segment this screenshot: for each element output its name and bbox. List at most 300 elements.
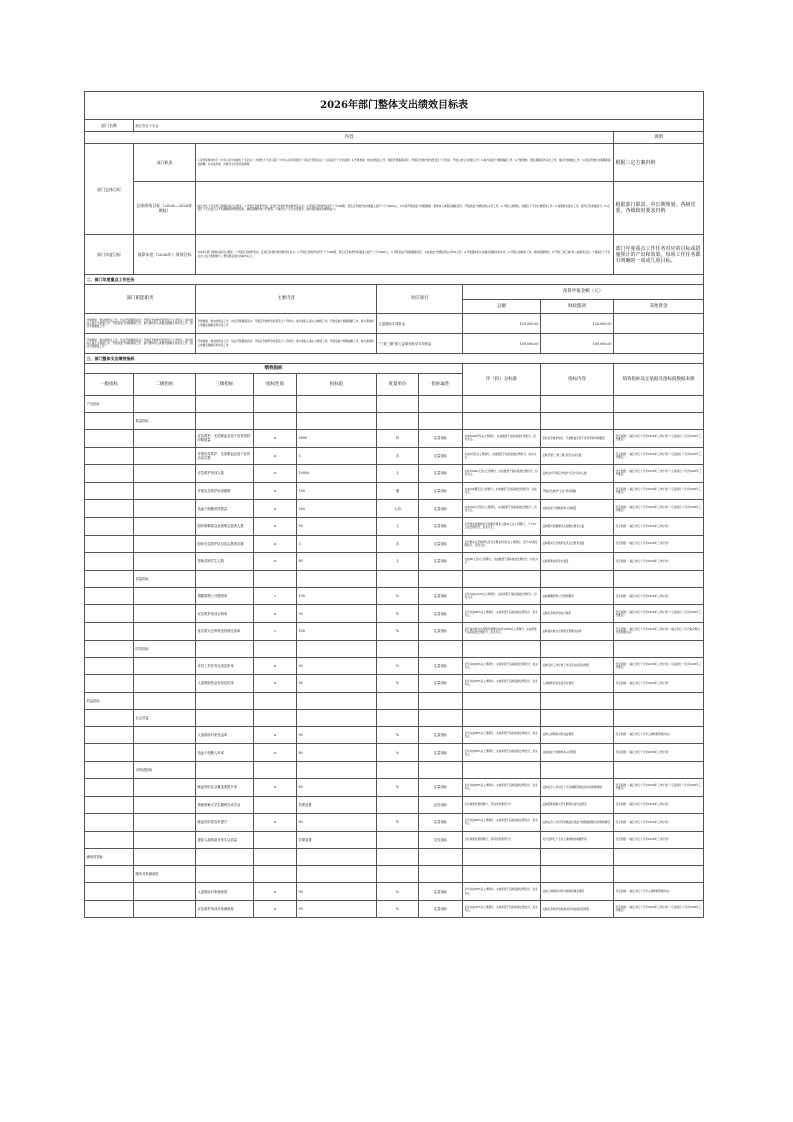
- explain-header: 说明: [614, 132, 704, 144]
- indicator-level2: 可持续影响: [134, 761, 196, 778]
- indicator-unit: 人: [377, 517, 419, 535]
- indicator-row: [85, 396, 704, 413]
- indicator-level3: 人道救助对象满意度: [196, 883, 254, 901]
- indicator-row: [85, 849, 704, 866]
- indicator-value: [297, 761, 377, 778]
- indicator-score: 完成5次及以上得满分，完成数低于指标值按比例扣分，扣完为止。: [463, 447, 541, 465]
- indicator-attr: [419, 709, 463, 726]
- indicator-score: [463, 640, 541, 657]
- indicator-level2: 质量指标: [134, 570, 196, 587]
- indicator-score: 全年完成90%以上得满分，完成率低于指标值按比例扣分，扣完为止。: [463, 605, 541, 623]
- indicator-basis: 设定依据：《丽江市红十字会2026年工作计划》: [614, 796, 704, 814]
- indicator-row: [85, 482, 704, 500]
- mid-target-text: 丽江市红十字会部门绩效目标设立情况：1.开展应急救护培训，发放应急救护培训教材及证书；2.开展应急救护培训不少于200期，普及应急救护知识覆盖人数不少于10000人；3.持续开展造血干细胞捐献、遗体和人体器官捐献宣传，开展造血干细胞采集入库工作；4.开展人道救助，加强红十字会志愿服务工作；5.加强救灾备灾工作，提升应急救援能力；6.完善红十字会信息公开和捐赠款物管理使用，确保捐赠款物公开透明；7.做好红十字会自身建设，提升组织效能和履职能力。: [196, 182, 614, 235]
- indicator-unit: %: [377, 622, 419, 640]
- indicator-value: [297, 640, 377, 657]
- indicator-value: 100: [297, 587, 377, 605]
- indicator-score: [463, 866, 541, 883]
- dept-duty-text: 1.宣传和贯彻执行《中华人民共和国红十字会法》《中国红十字会章程》《中华人民共和国红十字标志使用办法》《云南省红十字会条例》2.开展救援、救灾的相关工作，组织开展募捐活动；开展应急救护培训普及红十字知识；开展人道主义救助工作；3.参与造血干细胞捐献工作；4.开展遗体、器官捐献宣传动员工作；推动无偿献血工作；5.依法开展社会募捐和接受捐赠；6.完成市委、市政府交办的其他事项: [196, 144, 614, 182]
- indicator-level2: [134, 500, 196, 518]
- indicator-unit: [377, 692, 419, 709]
- indicator-unit: 人: [377, 553, 419, 571]
- indicator-score: [463, 761, 541, 778]
- dept-name-value: 丽江市红十字会: [134, 120, 704, 132]
- indicator-level3: 献血知识社会覆盖面提升率: [196, 778, 254, 796]
- indicator-unit: %: [377, 657, 419, 675]
- indicator-value: 200: [297, 500, 377, 518]
- indicator-attr: 定量指标: [419, 430, 463, 448]
- indicator-content: 宣传应急救护知识、无偿献血及造干宣传资料印制数量: [541, 430, 614, 448]
- indicator-attr: 定量指标: [419, 553, 463, 571]
- indicator-basis: 设定依据：《丽江市红十字会2026年工作计划》: [614, 814, 704, 832]
- indicator-content: 反映造血干细胞样本入库情况: [541, 744, 614, 762]
- indicator-level2: [134, 744, 196, 762]
- indicator-level1: [85, 726, 134, 744]
- indicator-attr: 定量指标: [419, 500, 463, 518]
- indicator-basis: 设定依据：《丽江市红十字会2026年工作计划》《云南省红十字会2026年工作要点》: [614, 778, 704, 796]
- indicator-basis: 设定依据：《丽江市红十字会2026年工作计划》《云南省红十字会2026年工作要点》: [614, 500, 704, 518]
- indicator-row: [85, 883, 704, 901]
- indicator-content: [541, 396, 614, 413]
- indicator-attr: 定量指标: [419, 814, 463, 832]
- col-level2: 二级指标: [134, 374, 196, 396]
- indicator-attr: 定量指标: [419, 465, 463, 483]
- indicator-basis: [614, 866, 704, 883]
- indicator-level1: [85, 675, 134, 693]
- indicator-basis: 设定依据：《丽江市红十字会2026年工作计划》《云南省红十字会2026年工作要点》: [614, 605, 704, 623]
- indicator-level3: 造血干细胞入库率: [196, 744, 254, 762]
- indicator-content: 反映应急救护培训参训学员的满意度情况: [541, 900, 614, 918]
- indicator-unit: 份: [377, 430, 419, 448]
- mid-target-label: 总体绩效目标（2026—2028年期间）: [134, 182, 196, 235]
- indicator-row: [85, 900, 704, 918]
- indicator-nature: [254, 761, 297, 778]
- indicator-basis: [614, 413, 704, 430]
- indicator-level1: [85, 778, 134, 796]
- indicator-score: 全年完成80%以上得满分，完成率低于指标值按比例扣分，扣完为止。: [463, 814, 541, 832]
- indicator-attr: 定量指标: [419, 605, 463, 623]
- indicator-score: [463, 413, 541, 430]
- indicator-level3: [196, 692, 254, 709]
- indicator-basis: 设定依据：《丽江市红十字会2026年工作计划》: [614, 553, 704, 571]
- indicator-attr: [419, 692, 463, 709]
- indicator-unit: 次: [377, 447, 419, 465]
- task-row: [85, 334, 704, 354]
- indicator-nature: ≥: [254, 482, 297, 500]
- indicator-attr: 定量指标: [419, 900, 463, 918]
- section3-title: 三、部门整体支出绩效指标: [85, 354, 704, 364]
- indicator-attr: [419, 640, 463, 657]
- indicator-row: [85, 831, 704, 849]
- indicator-unit: 人份: [377, 500, 419, 518]
- indicator-attr: [419, 761, 463, 778]
- indicator-content: [541, 640, 614, 657]
- indicator-level1: [85, 570, 134, 587]
- indicator-level3: 应急救护培训对象满意度: [196, 900, 254, 918]
- indicator-level1: [85, 465, 134, 483]
- indicator-basis: 设定依据：《丽江市红十字会人道救助管理办法》: [614, 883, 704, 901]
- col-budget-other: 其他资金: [614, 300, 704, 314]
- indicator-level1: [85, 447, 134, 465]
- indicator-row: [85, 500, 704, 518]
- indicator-level2: [134, 535, 196, 553]
- task-duty: 开展救援、救灾的相关工作，依法开展募捐活动；开展应急救护培训普及红十字知识；参与国际人道主义救援工作；开展造血干细胞捐献工作，参与遗体和人体器官捐献宣传动员工作；推动无偿献血工作: [85, 314, 196, 334]
- indicator-level3: 应急救护培训人数: [196, 465, 254, 483]
- col-attr: 指标属性: [419, 374, 463, 396]
- indicator-content: 反映年初工作计划工作任务完成及时情况: [541, 657, 614, 675]
- indicator-content: 充分发挥红十字会人道救助的重要作用: [541, 831, 614, 849]
- indicator-content: 反映全市开展应急救护“五进”培训人数: [541, 465, 614, 483]
- indicator-content: 人道救助资金发放及时情况: [541, 675, 614, 693]
- indicator-attr: 定性指标: [419, 831, 463, 849]
- indicator-level1: [85, 883, 134, 901]
- indicator-row: [85, 866, 704, 883]
- indicator-nature: [254, 413, 297, 430]
- indicator-basis: 设定依据：《丽江市红十字会2026年工作计划》: [614, 517, 704, 535]
- indicator-content: [541, 692, 614, 709]
- task-row: [85, 314, 704, 334]
- indicator-level3: 提高人道救助对象生活质量: [196, 831, 254, 849]
- indicator-row: [85, 744, 704, 762]
- indicator-level3: 人道救助对象受益率: [196, 726, 254, 744]
- indicator-unit: [377, 796, 419, 814]
- indicator-value: [297, 396, 377, 413]
- indicator-unit: [377, 709, 419, 726]
- indicator-unit: %: [377, 726, 419, 744]
- indicator-content: [541, 413, 614, 430]
- indicator-value: 效果显著: [297, 796, 377, 814]
- indicator-score: 全年慰问应急救护队员及志愿者3次及以上得满分，低于3次按比例扣分，扣完为止。: [463, 535, 541, 553]
- indicator-content: 反映应急救护培训合格率: [541, 605, 614, 623]
- indicator-attr: 定量指标: [419, 778, 463, 796]
- indicator-content: 反映人道救助对象受益情况: [541, 726, 614, 744]
- indicator-unit: [377, 831, 419, 849]
- task-project: 人道救助专项资金: [377, 314, 463, 334]
- indicator-score: 全年完成95%以上得满分，完成率低于指标值按比例扣分，扣完为止。: [463, 675, 541, 693]
- indicator-attr: [419, 849, 463, 866]
- indicator-content: 反映捐赠款物公开透明情况: [541, 587, 614, 605]
- task-content: 开展救援、救灾的相关工作，依法开展募捐活动；开展应急救护培训普及红十字知识；参与国际人道主义救援工作；开展造血干细胞捐献工作，参与遗体和人体器官捐献宣传动员工作: [196, 314, 377, 334]
- indicator-attr: [419, 570, 463, 587]
- indicator-row: [85, 640, 704, 657]
- indicator-unit: [377, 396, 419, 413]
- indicator-level2: [134, 692, 196, 709]
- indicator-unit: %: [377, 814, 419, 832]
- indicator-nature: ≥: [254, 500, 297, 518]
- indicator-basis: [614, 709, 704, 726]
- performance-table: [84, 91, 704, 918]
- indicator-level2: [134, 726, 196, 744]
- indicator-level1: [85, 831, 134, 849]
- indicator-attr: 定量指标: [419, 675, 463, 693]
- indicator-unit: 人: [377, 465, 419, 483]
- indicator-content: [541, 709, 614, 726]
- indicator-level2: [134, 831, 196, 849]
- indicator-unit: [377, 761, 419, 778]
- indicator-row: [85, 517, 704, 535]
- indicator-basis: 设定依据：《丽江市红十字会2026年工作计划》《云南省红十字会2026年工作要点》: [614, 465, 704, 483]
- year-target-sub: 预算年度（2026年）绩效目标: [134, 235, 196, 275]
- indicator-nature: ≥: [254, 535, 297, 553]
- indicator-level3: 献血知识普及率提升: [196, 814, 254, 832]
- col-project: 对应项目: [377, 285, 463, 314]
- indicator-level1: [85, 744, 134, 762]
- col-budget-fiscal: 财政拨款: [541, 300, 614, 314]
- indicator-value: 95: [297, 657, 377, 675]
- indicator-score: 全年完成85%以上得满分，完成率低于指标值按比例扣分，扣完为止。: [463, 778, 541, 796]
- indicator-score: 全年完成80%以上得满分，完成率低于指标值按比例扣分，扣完为止。: [463, 744, 541, 762]
- indicator-level3: 开展应急救护、无偿献血及造干宣传活动次数: [196, 447, 254, 465]
- indicator-level1: [85, 761, 134, 778]
- indicator-level2: 时效指标: [134, 640, 196, 657]
- indicator-attr: 定量指标: [419, 622, 463, 640]
- indicator-level1: [85, 430, 134, 448]
- indicator-level2: [134, 553, 196, 571]
- indicator-attr: 定量指标: [419, 447, 463, 465]
- indicator-nature: ≥: [254, 447, 297, 465]
- content-header: 内容: [85, 132, 614, 144]
- indicator-basis: 设定依据：《丽江市红十字会2026年工作计划》《云南省红十字会2026年工作要点》: [614, 430, 704, 448]
- indicator-level1: [85, 640, 134, 657]
- indicator-basis: [614, 640, 704, 657]
- indicator-content: [541, 866, 614, 883]
- indicator-level1: [85, 814, 134, 832]
- dept-name-label: 部门名称: [85, 120, 134, 132]
- indicator-attr: 定量指标: [419, 517, 463, 535]
- indicator-level3: 应急救护培训合格率: [196, 605, 254, 623]
- indicator-level2: [134, 796, 196, 814]
- indicator-value: [297, 866, 377, 883]
- indicator-row: [85, 413, 704, 430]
- indicator-group-header: 绩效指标: [85, 364, 463, 374]
- indicator-basis: 设定依据：《丽江市红十字会2026年工作计划》: [614, 535, 704, 553]
- indicator-unit: %: [377, 778, 419, 796]
- col-level1: 一级指标: [85, 374, 134, 396]
- year-target-note: 部门年度重点工作任务对应的目标或措施预计的产出和效果，每项工作任务都有明确的一项或几项目标。: [614, 235, 704, 275]
- indicator-basis: 设定依据：《丽江市红十字会2026年工作计划》: [614, 587, 704, 605]
- indicator-unit: [377, 413, 419, 430]
- indicator-value: [297, 849, 377, 866]
- indicator-level3: 应急救护、无偿献血及造干宣传资料印制数量: [196, 430, 254, 448]
- indicator-level2: 社会效益: [134, 709, 196, 726]
- indicator-value: [297, 692, 377, 709]
- indicator-content: 反映资助贫困学生数量: [541, 553, 614, 571]
- indicator-value: 100: [297, 622, 377, 640]
- indicator-content: [541, 761, 614, 778]
- indicator-unit: [377, 849, 419, 866]
- indicator-level1: [85, 500, 134, 518]
- indicator-nature: [254, 796, 297, 814]
- indicator-nature: ≥: [254, 657, 297, 675]
- indicator-level2: [134, 622, 196, 640]
- indicator-value: 95: [297, 675, 377, 693]
- indicator-score: 全年备灾救灾仓库规范管理完成率100%以上得满分，完成率低于指标值按比例扣分，扣完为止。: [463, 622, 541, 640]
- indicator-content: 反映社会公众对红十字会捐献等相关知识的知晓情况: [541, 778, 614, 796]
- indicator-level2: [134, 430, 196, 448]
- indicator-level3: 资助贫困学生人数: [196, 553, 254, 571]
- indicator-score: 全年慰问困难群众及困难志愿者人数50人以上得满分，少于50人按比例扣分，扣完为止。: [463, 517, 541, 535]
- indicator-attr: 定量指标: [419, 744, 463, 762]
- col-indicator-basis: 绩效指标设定依据及指标值数据来源: [614, 364, 704, 396]
- indicator-level2: [134, 778, 196, 796]
- indicator-attr: 定量指标: [419, 883, 463, 901]
- indicator-basis: [614, 849, 704, 866]
- indicator-level3: 年初工作任务完成及时率: [196, 657, 254, 675]
- indicator-nature: [254, 396, 297, 413]
- indicator-attr: 定量指标: [419, 657, 463, 675]
- indicator-level3: [196, 709, 254, 726]
- indicator-nature: [254, 709, 297, 726]
- indicator-level1: [85, 553, 134, 571]
- indicator-row: [85, 447, 704, 465]
- indicator-level1: [85, 587, 134, 605]
- indicator-level2: [134, 849, 196, 866]
- indicator-level3: [196, 866, 254, 883]
- indicator-content: 反映开展“三救三献”宣传活动次数: [541, 447, 614, 465]
- col-budget: 预算申报金额（元）: [463, 285, 704, 300]
- indicator-score: 完成200人份及以上得满分，完成数低于指标值按比例扣分，扣完为止。: [463, 500, 541, 518]
- indicator-nature: [254, 849, 297, 866]
- col-main-content: 主要内容: [196, 285, 377, 314]
- indicator-level3: [196, 413, 254, 430]
- indicator-level2: 服务对象满意度: [134, 866, 196, 883]
- indicator-score: 全年效果显著得满分，有所改善得部分分: [463, 796, 541, 814]
- indicator-value: 95: [297, 883, 377, 901]
- indicator-basis: [614, 761, 704, 778]
- indicator-score: [463, 849, 541, 866]
- indicator-nature: ≥: [254, 726, 297, 744]
- indicator-row: [85, 675, 704, 693]
- indicator-level3: 造血干细胞采样数量: [196, 500, 254, 518]
- indicator-level1: 效益指标: [85, 692, 134, 709]
- indicator-level3: [196, 396, 254, 413]
- col-score-standard: 评（扣）分标准: [463, 364, 541, 396]
- indicator-score: 全年完成95%以上得满分，完成率低于指标值按比例扣分，扣完为止。: [463, 900, 541, 918]
- indicator-level1: 产出指标: [85, 396, 134, 413]
- indicator-basis: 设定依据：《丽江市红十字会2026年工作计划》《云南省红十字会2026年工作要点》: [614, 900, 704, 918]
- indicator-level3: 慰问困难群众及困难志愿者人数: [196, 517, 254, 535]
- indicator-content: 反映慰问困难群众及困难志愿者人数: [541, 517, 614, 535]
- col-value: 指标值: [297, 374, 377, 396]
- indicator-attr: 定量指标: [419, 587, 463, 605]
- indicator-level3: [196, 570, 254, 587]
- indicator-level3: 资助困难大学生顺利完成学业: [196, 796, 254, 814]
- indicator-value: 80: [297, 744, 377, 762]
- indicator-unit: %: [377, 605, 419, 623]
- indicator-value: 80: [297, 553, 377, 571]
- indicator-nature: [254, 640, 297, 657]
- indicator-basis: 设定依据：《丽江市红十字会2026年工作计划》: [614, 744, 704, 762]
- indicator-basis: [614, 396, 704, 413]
- col-level3: 三级指标: [196, 374, 254, 396]
- indicator-basis: [614, 692, 704, 709]
- indicator-unit: 次: [377, 535, 419, 553]
- indicator-level1: [85, 413, 134, 430]
- indicator-content: 反映造血干细胞采样入库数量: [541, 500, 614, 518]
- indicator-nature: ≥: [254, 517, 297, 535]
- indicator-row: [85, 761, 704, 778]
- indicator-level2: [134, 605, 196, 623]
- indicator-level3: 慰问应急救护队员及志愿者次数: [196, 535, 254, 553]
- indicator-nature: [254, 831, 297, 849]
- indicator-score: 全年完成100%以上得满分，完成率低于指标值按比例扣分，扣完为止。: [463, 587, 541, 605]
- indicator-row: [85, 726, 704, 744]
- indicator-level3: [196, 640, 254, 657]
- indicator-unit: [377, 640, 419, 657]
- indicator-nature: =: [254, 622, 297, 640]
- indicator-basis: 设定依据：《丽江市红十字会2026年工作计划》《丽江市红十字会备灾救灾仓库管理办法》: [614, 622, 704, 640]
- indicator-unit: %: [377, 587, 419, 605]
- indicator-score: [463, 396, 541, 413]
- indicator-level1: [85, 535, 134, 553]
- indicator-nature: ≥: [254, 430, 297, 448]
- indicator-level2: [134, 814, 196, 832]
- indicator-content: 反映资助困难大学生顺利完成学业情况: [541, 796, 614, 814]
- col-dept-duty: 部门职能职责: [85, 285, 196, 314]
- indicator-attr: 定量指标: [419, 482, 463, 500]
- indicator-unit: [377, 570, 419, 587]
- indicator-unit: 期: [377, 482, 419, 500]
- indicator-basis: [614, 570, 704, 587]
- indicator-value: [297, 413, 377, 430]
- indicator-nature: ≥: [254, 465, 297, 483]
- indicator-level1: [85, 796, 134, 814]
- task-content: 开展救援、救灾的相关工作，依法开展募捐活动；开展应急救护培训普及红十字知识；参与国际人道主义救援工作；开展造血干细胞捐献工作，参与遗体和人体器官捐献宣传动员工作: [196, 334, 377, 354]
- dept-duty-label: 部门职责: [134, 144, 196, 182]
- indicator-score: 完成5000份及以上得满分，完成数低于指标值按比例扣分，扣完为止。: [463, 430, 541, 448]
- indicator-level2: [134, 396, 196, 413]
- indicator-row: [85, 657, 704, 675]
- indicator-level1: [85, 900, 134, 918]
- indicator-score: 完成10000人及以上得满分，完成数低于指标值按比例扣分，扣完为止。: [463, 465, 541, 483]
- indicator-attr: 定性指标: [419, 796, 463, 814]
- indicator-content: 反映慰问应急救护队员及志愿者次数: [541, 535, 614, 553]
- indicator-row: [85, 553, 704, 571]
- indicator-content: 开展应急救护“五进”培训期数: [541, 482, 614, 500]
- indicator-value: 5000: [297, 430, 377, 448]
- indicator-score: 全年效果显著得满分，有所改善得部分分: [463, 831, 541, 849]
- indicator-value: [297, 570, 377, 587]
- indicator-content: [541, 849, 614, 866]
- indicator-content: 反映社会公众对无偿献血及造血干细胞捐献知识的知晓情况: [541, 814, 614, 832]
- overall-target-label: 部门总体目标: [85, 144, 134, 235]
- indicator-value: 50: [297, 517, 377, 535]
- indicator-basis: 设定依据：《丽江市红十字会2026年工作计划》《云南省红十字会2026年工作要点》: [614, 657, 704, 675]
- indicator-value: 5: [297, 447, 377, 465]
- indicator-unit: %: [377, 744, 419, 762]
- indicator-level2: [134, 675, 196, 693]
- indicator-value: 90: [297, 605, 377, 623]
- indicator-level1: [85, 709, 134, 726]
- indicator-value: 90: [297, 726, 377, 744]
- indicator-level1: [85, 622, 134, 640]
- indicator-level2: [134, 447, 196, 465]
- indicator-nature: ≥: [254, 675, 297, 693]
- indicator-score: 完成80人次以上得满分，完成数低于指标值按比例扣分，扣完为止。: [463, 553, 541, 571]
- indicator-basis: 设定依据：《丽江市红十字会2026年工作计划》: [614, 831, 704, 849]
- indicator-nature: ≥: [254, 744, 297, 762]
- indicator-level2: [134, 657, 196, 675]
- task-fiscal: 120,000.00: [541, 314, 614, 334]
- indicator-level3: 开展应急救护培训期数: [196, 482, 254, 500]
- indicator-basis: 设定依据：《丽江市红十字会人道救助管理办法》: [614, 726, 704, 744]
- indicator-row: [85, 778, 704, 796]
- indicator-basis: 设定依据：《丽江市红十字会2026年工作计划》《云南省红十字会2026年工作要点》: [614, 447, 704, 465]
- indicator-level3: 备灾救灾仓库规范管理完成率: [196, 622, 254, 640]
- indicator-value: 100: [297, 482, 377, 500]
- indicator-value: 3: [297, 535, 377, 553]
- indicator-value: 95: [297, 900, 377, 918]
